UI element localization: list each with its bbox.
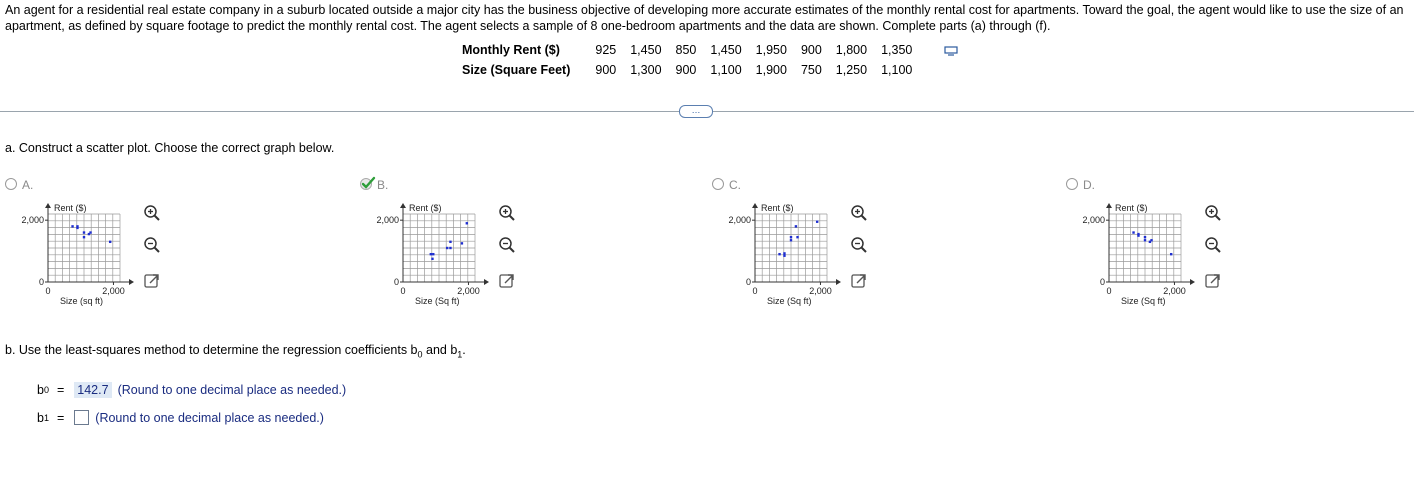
option-radio[interactable] xyxy=(1066,178,1078,190)
data-point xyxy=(449,247,451,249)
data-point xyxy=(430,253,432,255)
data-point xyxy=(446,247,448,249)
data-point xyxy=(790,239,792,241)
part-b-sub0: 0 xyxy=(417,349,423,360)
size-cell: 1,300 xyxy=(630,63,662,77)
y-axis-label: Rent ($) xyxy=(409,203,442,213)
size-cell: 1,100 xyxy=(710,63,742,77)
y-tick-label: 0 xyxy=(1099,277,1105,287)
data-point xyxy=(1170,253,1172,255)
size-cell: 1,900 xyxy=(755,63,787,77)
option-a[interactable] xyxy=(5,176,225,326)
y-tick-label: 0 xyxy=(38,277,44,287)
zoom-out-icon[interactable] xyxy=(143,236,161,254)
zoom-out-icon[interactable] xyxy=(498,236,516,254)
problem-statement: An agent for a residential real estate company in a suburb located outside a major city has the business objective of developing more accurate estimates of the monthly rental cost for apartments. Toward the goal, the agent would like to use the size of an apartment, as defined by square footage to predict the monthly rental cost. The agent selects a sample of 8 one-bedroom apartments and the data are shown. Complete parts (a) through (f). xyxy=(5,3,1404,33)
part-b-text: b. Use the least-squares method to determine the regression coefficients b xyxy=(5,343,418,357)
b1-input[interactable] xyxy=(74,410,89,425)
copy-data-icon[interactable] xyxy=(944,46,958,56)
zoom-in-icon[interactable] xyxy=(1204,204,1222,222)
option-letter: D. xyxy=(1083,178,1095,192)
data-point xyxy=(449,241,451,243)
data-point xyxy=(466,222,468,224)
x-tick-label: 2,000 xyxy=(457,286,480,296)
x-axis-arrow xyxy=(129,279,134,285)
data-point xyxy=(783,255,785,257)
b1-label: b xyxy=(37,410,44,425)
zoom-out-icon[interactable] xyxy=(850,236,868,254)
x-axis-arrow xyxy=(836,279,841,285)
option-letter: B. xyxy=(377,178,389,192)
size-header: Size (Square Feet) xyxy=(462,63,571,77)
scatter-plot xyxy=(1066,196,1216,326)
option-letter: A. xyxy=(22,178,34,192)
rent-cell: 1,950 xyxy=(755,43,787,57)
size-cell: 1,250 xyxy=(835,63,868,77)
expand-graph-icon[interactable] xyxy=(498,272,516,290)
x-axis-arrow xyxy=(484,279,489,285)
size-cell: 900 xyxy=(675,63,697,77)
data-point xyxy=(88,233,90,235)
data-point xyxy=(1137,234,1139,236)
zoom-in-icon[interactable] xyxy=(143,204,161,222)
y-tick-label: 2,000 xyxy=(21,215,44,226)
b0-label: b xyxy=(37,383,44,397)
zoom-in-icon[interactable] xyxy=(498,204,516,222)
data-point xyxy=(431,258,433,260)
b0-sub: 0 xyxy=(43,385,49,395)
y-axis-arrow xyxy=(1106,203,1112,208)
option-radio[interactable] xyxy=(5,178,17,190)
y-axis-arrow xyxy=(400,203,406,208)
x-axis-label: Size (sq ft) xyxy=(60,296,104,306)
x-tick-label: 2,000 xyxy=(809,286,832,296)
y-axis-label: Rent ($) xyxy=(1115,203,1148,213)
table-row xyxy=(455,60,919,80)
part-b-and: and b xyxy=(422,343,458,357)
y-tick-label: 0 xyxy=(393,277,399,287)
expand-graph-icon[interactable] xyxy=(1204,272,1222,290)
scatter-plot xyxy=(360,196,510,326)
data-point xyxy=(796,236,798,238)
data-point xyxy=(71,225,73,227)
data-point xyxy=(1149,241,1151,243)
table-row xyxy=(455,40,919,60)
x-axis-label: Size (Sq ft) xyxy=(1121,296,1166,306)
part-a-question: a. Construct a scatter plot. Choose the correct graph below. xyxy=(5,141,335,155)
b1-answer-row xyxy=(37,410,324,425)
b0-input[interactable]: 142.7 xyxy=(74,382,111,398)
data-point xyxy=(461,242,463,244)
scatter-plot xyxy=(5,196,155,326)
y-tick-label: 2,000 xyxy=(1082,215,1105,226)
size-cell: 750 xyxy=(800,63,822,77)
data-point xyxy=(83,236,85,238)
rent-cell: 925 xyxy=(595,43,617,57)
option-radio[interactable] xyxy=(712,178,724,190)
y-tick-label: 2,000 xyxy=(728,215,751,226)
rent-cell: 1,350 xyxy=(881,43,913,57)
expand-graph-icon[interactable] xyxy=(143,272,161,290)
x-tick-label: 0 xyxy=(45,286,51,296)
expand-more-button[interactable]: … xyxy=(679,105,713,118)
data-point xyxy=(1144,239,1146,241)
y-tick-label: 0 xyxy=(745,277,751,287)
data-point xyxy=(778,253,780,255)
part-b-question xyxy=(5,343,466,360)
b0-hint: (Round to one decimal place as needed.) xyxy=(117,383,347,397)
option-letter: C. xyxy=(729,178,741,192)
size-cell: 1,100 xyxy=(881,63,913,77)
data-point xyxy=(783,252,785,254)
rent-cell: 1,450 xyxy=(710,43,742,57)
data-table xyxy=(455,40,919,80)
y-axis-arrow xyxy=(752,203,758,208)
part-b-end: . xyxy=(462,343,466,357)
zoom-out-icon[interactable] xyxy=(1204,236,1222,254)
y-tick-label: 2,000 xyxy=(376,215,399,226)
data-point xyxy=(816,221,818,223)
b0-equals: = xyxy=(56,383,65,397)
rent-cell: 850 xyxy=(675,43,697,57)
b0-answer-row xyxy=(37,382,346,398)
data-point xyxy=(76,227,78,229)
data-point xyxy=(83,231,85,233)
x-tick-label: 2,000 xyxy=(102,286,125,296)
x-tick-label: 0 xyxy=(752,286,758,296)
x-axis-label: Size (Sq ft) xyxy=(415,296,460,306)
b1-equals: = xyxy=(56,410,65,425)
data-point xyxy=(432,253,434,255)
x-axis-label: Size (Sq ft) xyxy=(767,296,812,306)
option-d[interactable] xyxy=(1066,176,1286,326)
data-point xyxy=(795,225,797,227)
b1-hint: (Round to one decimal place as needed.) xyxy=(95,410,324,425)
data-point xyxy=(790,236,792,238)
x-tick-label: 2,000 xyxy=(1163,286,1186,296)
rent-cell: 1,450 xyxy=(630,43,662,57)
part-b-sub1: 1 xyxy=(457,349,463,360)
data-point xyxy=(1144,236,1146,238)
x-tick-label: 0 xyxy=(1106,286,1112,296)
data-point xyxy=(109,241,111,243)
data-point xyxy=(1132,231,1134,233)
option-c[interactable] xyxy=(712,176,932,326)
zoom-in-icon[interactable] xyxy=(850,204,868,222)
b1-sub: 1 xyxy=(43,412,49,423)
rent-cell: 900 xyxy=(800,43,822,57)
x-axis-arrow xyxy=(1190,279,1195,285)
y-axis-label: Rent ($) xyxy=(54,203,87,213)
selected-check-icon xyxy=(360,176,376,192)
expand-graph-icon[interactable] xyxy=(850,272,868,290)
rent-header: Monthly Rent ($) xyxy=(462,43,560,57)
y-axis-label: Rent ($) xyxy=(761,203,794,213)
scatter-plot xyxy=(712,196,862,326)
y-axis-arrow xyxy=(45,203,51,208)
x-tick-label: 0 xyxy=(400,286,406,296)
rent-cell: 1,800 xyxy=(835,43,868,57)
size-cell: 900 xyxy=(595,63,617,77)
option-b[interactable] xyxy=(360,176,580,326)
